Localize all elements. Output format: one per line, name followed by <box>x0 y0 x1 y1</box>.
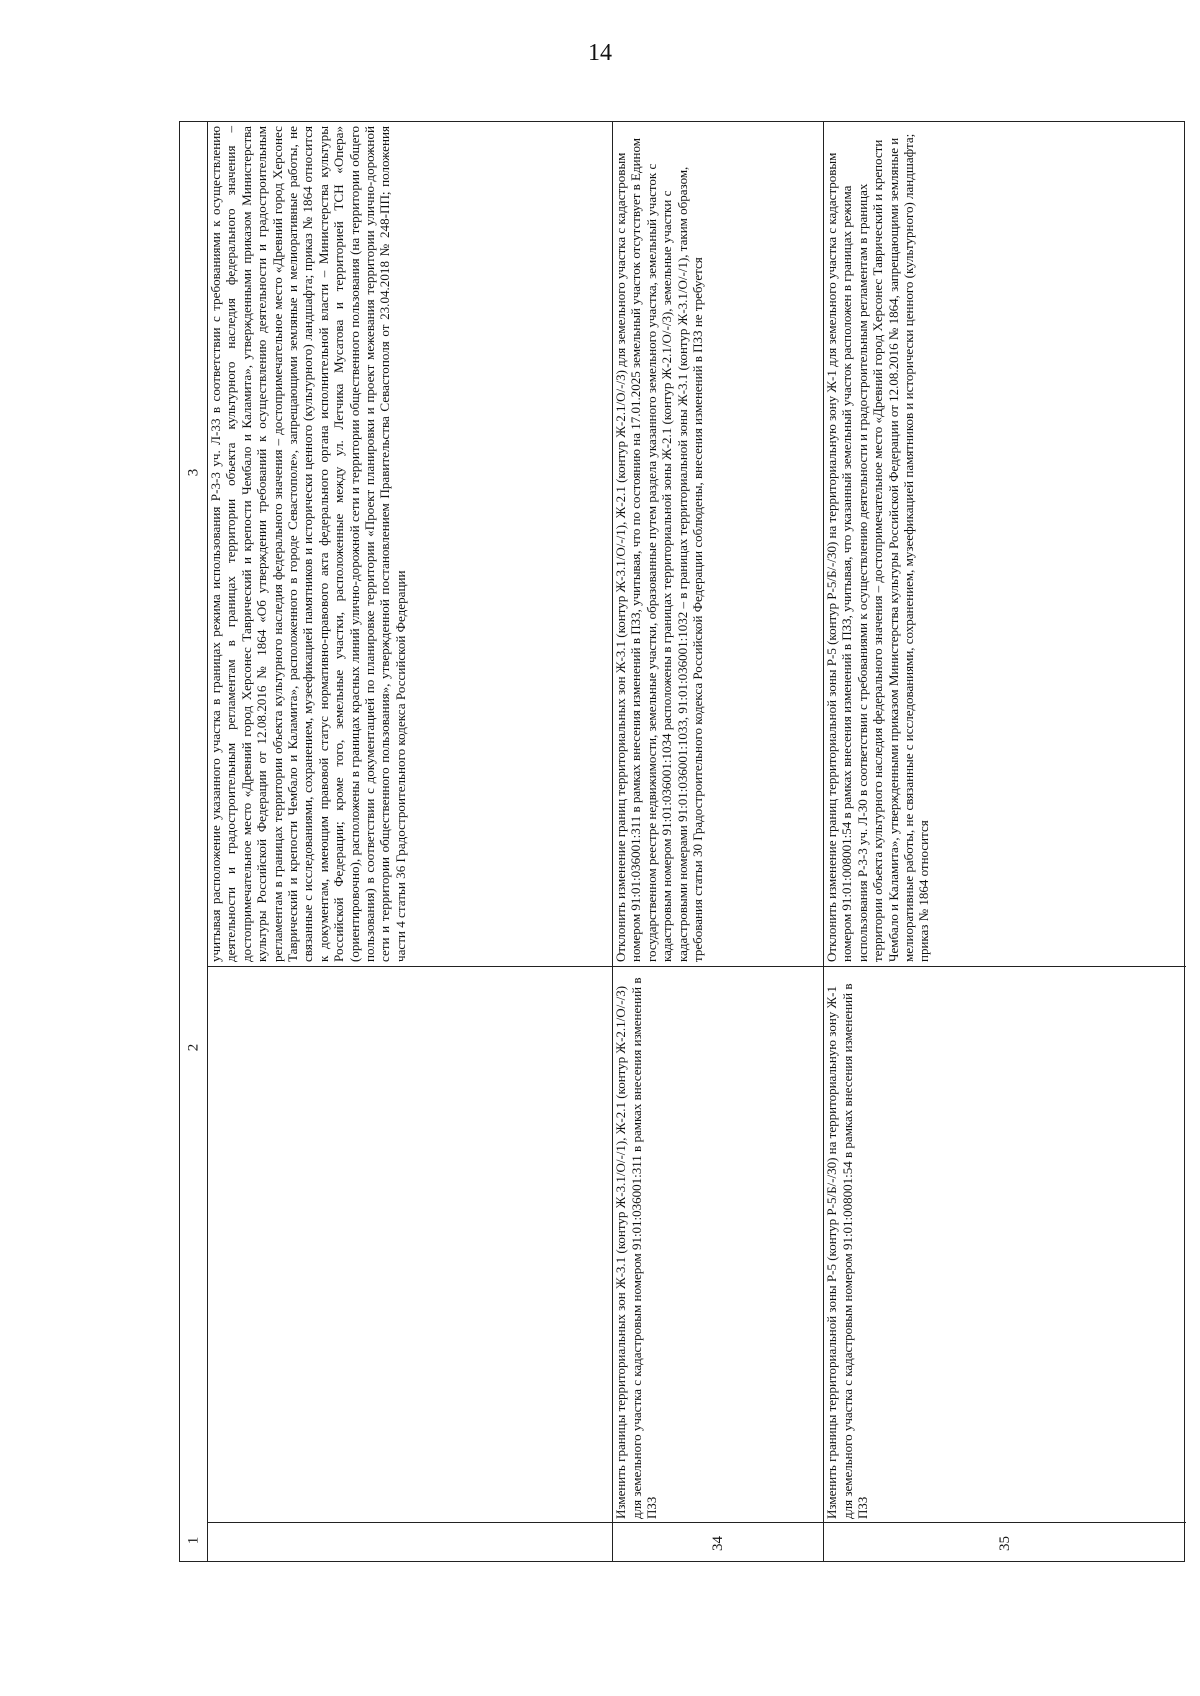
row-decision-cell: Отклонить изменение границ территориальных зон Ж-3.1 (контур Ж-3.1/О/-/1), Ж-2.1 (контур Ж-2.1/О/-/3) для земельного участка с кадастровым номером 91:01:036001:311 в рамках внесения изменений в ПЗЗ, учитывая, что по состоянию на 17.01.2025 земельный участок отсутствует в Едином государственном реестре недвижимости, земельные участки, образованные путем раздела указанного земельного участка, земельный участок с кадастровым номером 91:01:036001:1034 расположены в границах территориальной зоны Ж-2.1 (контур Ж-2.1/О/-/3), земельные участки с кадастровыми номерами 91:01:036001:1033, 91:01:036001:1032 – в границах территориальной зоны Ж-3.1 (контур Ж-3.1/О/-/1), таким образом, требования статьи 30 Градостроительного кодекса Российской Федерации соблюдены, внесения изменений в ПЗЗ не требуется <box>613 138 706 962</box>
document-table <box>179 121 1185 1562</box>
table-row <box>823 122 1186 1561</box>
table-header-row <box>180 122 207 1561</box>
row-number-cell <box>208 1522 612 1563</box>
row-number-cell: 34 <box>613 1522 823 1563</box>
table-row <box>612 122 823 1561</box>
header-col-3: 3 <box>185 468 201 477</box>
header-col-2: 2 <box>185 1043 201 1052</box>
row-decision-cell: учитывая расположение указанного участка в границах режима использования Р-3-3 уч. Л-33 в соответствии с требованиями к осуществлению деятельности и градостроительным регламентам в границах территории объекта культурного наследия федерального значения – достопримечательное место «Древний город Херсонес Таврический и крепости Чембало и Каламита», утвержденными приказом Министерства культуры Российской Федерации от 12.08.2016 № 1864 «Об утверждении требований к осуществлению деятельности и градостроительным регламентам в границах территории объекта культурного наследия федерального значения – достопримечательное место «Древний город Херсонес Таврический и крепости Чембало и Каламита», расположенного в городе Севастополе», запрещающими земляные и мелиоративные работы, не связанные с исследованиями, сохранением, музеефикацией памятников и исторически ценного (культурного) ландшафта; приказ № 1864 относится к документам, имеющим правовой статус нормативно-правового акта федерального органа исполнительной власти – Министерства культуры Российской Федерации; кроме того, земельные участки, расположенные между ул. Летчика Мусатова и территорией ТСН «Опера» (ориентировочно), расположены в границах красных линий улично-дорожной сети и территории общественного пользования (на территории общего пользования) в соответствии с документацией по планировке территории «Проект планировки и проект межевания территории улично-дорожной сети и территории общественного пользования», утвержденной постановлением Правительства Севастополя от 23.04.2018 № 248-ПП; положения части 4 статьи 36 Градостроительного кодекса Российской Федерации <box>208 126 408 962</box>
row-description-cell: Изменить границы территориальных зон Ж-3.1 (контур Ж-3.1/О/-/1), Ж-2.1 (контур Ж-2.1/О/-/3) для земельного участка с кадастровым номером 91:01:036001:311 в рамках внесения изменений в ПЗЗ <box>613 966 823 1522</box>
row-decision-cell: Отклонить изменение границ территориальной зоны Р-5 (контур Р-5/Б/-/30) на территориальную зону Ж-1 для земельного участка с кадастровым номером 91:01:008001:54 в рамках внесения изменений в ПЗЗ, учитывая, что указанный земельный участок расположен в границах режима использования Р-3-3 уч. Л-30 в соответствии с требованиями к осуществлению деятельности и градостроительным регламентам в границах территории объекта культурного наследия федерального значения – достопримечательное место «Древний город Херсонес Таврический и крепости Чембало и Каламита», утвержденными приказом Министерства культуры Российской Федерации от 12.08.2016 № 1864, запрещающими земляные и мелиоративные работы, не связанные с исследованиями, сохранением, музеефикацией памятников и исторически ценного (культурного) ландшафта; приказ № 1864 относится <box>824 133 932 962</box>
header-col-1: 1 <box>185 1536 201 1545</box>
table-row <box>207 122 612 1561</box>
row-number-cell: 35 <box>824 1522 1186 1563</box>
row-description-cell <box>208 966 612 1522</box>
row-description-cell: Изменить границы территориальной зоны Р-5 (контур Р-5/Б/-/30) на территориальную зону Ж-1 для земельного участка с кадастровым номером 91:01:008001:54 в рамках внесения изменений в ПЗЗ <box>824 966 1186 1522</box>
page-number: 14 <box>588 40 612 66</box>
